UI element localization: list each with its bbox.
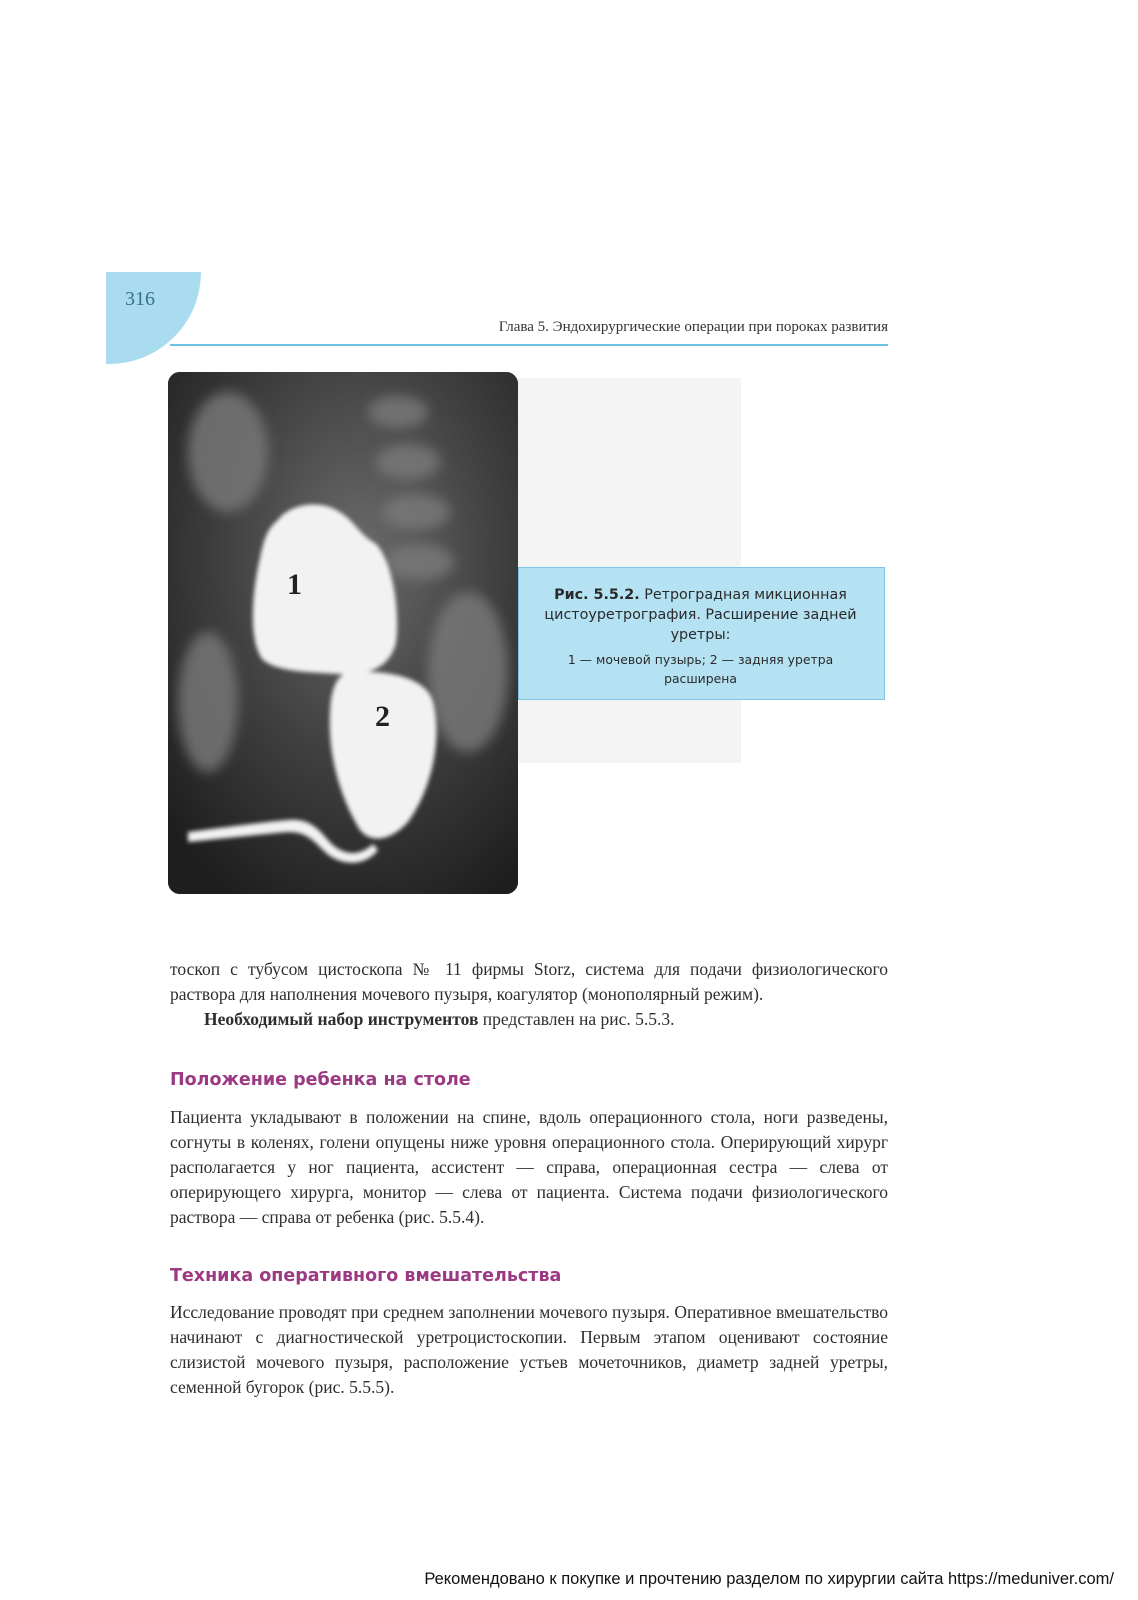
xray-image — [168, 372, 518, 894]
section-text-technique — [170, 1300, 888, 1400]
section-text-positioning — [170, 1105, 888, 1230]
figure-label-2: 2 — [375, 700, 390, 733]
running-head: Глава 5. Эндохирургические операции при пороках развития — [498, 319, 888, 335]
instrument-set-bold: Необходимый набор инструментов — [204, 1009, 479, 1029]
page-number: 316 — [125, 288, 155, 310]
figure-caption — [518, 567, 885, 700]
figure-caption-title — [543, 585, 858, 645]
page-corner-tab — [106, 272, 201, 364]
figure-caption-text: Ретроградная микционная цистоуретрография. Расширение задней уретры: — [544, 587, 857, 643]
figure-caption-legend: 1 — мочевой пузырь; 2 — задняя уретра расширена — [567, 652, 834, 686]
section-heading-positioning: Положение ребенка на столе — [170, 1070, 471, 1090]
paragraph-instruments: тоскоп с тубусом цистоскопа № 11 фирмы Storz, система для подачи физиологического раствора для наполнения мочевого пузыря, коагулятор (монополярный режим). — [170, 959, 888, 1004]
header-rule — [170, 344, 888, 346]
paragraph-positioning: Пациента укладывают в положении на спине, вдоль операционного стола, ноги разведены, согнуты в коленях, голени опущены ниже уровня операционного стола. Оперирующий хирург располагается у ног пациента, ассистент — справа, операционная сестра — слева от оперирующего хирурга, монитор — слева от пациента. Система подачи физиологического раствора — справа от ребенка (рис. 5.5.4). — [170, 1107, 888, 1227]
instrument-set-text: представлен на рис. 5.5.3. — [478, 1009, 675, 1029]
body-intro — [170, 957, 888, 1032]
footer-recommendation: Рекомендовано к покупке и прочтению разделом по хирургии сайта https://meduniver.com/ — [424, 1570, 1114, 1588]
figure-label-1: 1 — [287, 568, 302, 601]
paragraph-instrument-set — [170, 1007, 888, 1032]
paragraph-technique: Исследование проводят при среднем заполнении мочевого пузыря. Оперативное вмешательство начинают с диагностической уретроцистоскопии. Первым этапом оценивают состояние слизистой мочевого пузыря, расположение устьев мочеточников, диаметр задней уретры, семенной бугорок (рис. 5.5.5). — [170, 1302, 888, 1397]
xray-illustration — [168, 372, 518, 894]
figure-caption-number: Рис. 5.5.2. — [554, 587, 640, 603]
section-heading-technique: Техника оперативного вмешательства — [170, 1266, 562, 1286]
